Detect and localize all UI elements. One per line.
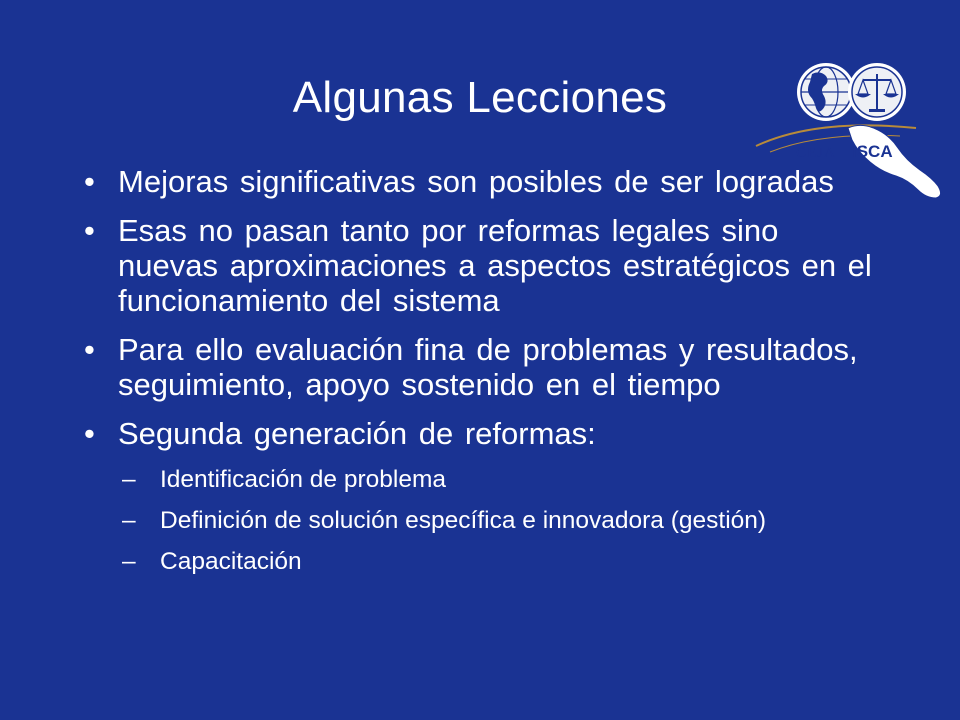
logo-right-text: ISCA: [852, 142, 893, 161]
bullet-text: Segunda generación de reformas:: [118, 416, 596, 451]
bullet-marker: •: [84, 213, 95, 248]
subbullet-item: [118, 506, 884, 535]
subbullet-marker: –: [122, 466, 136, 493]
subbullet-list: [118, 465, 884, 576]
subbullet-item: [118, 465, 884, 494]
globe-icon: [797, 63, 855, 121]
bullet-text: Mejoras significativas son posibles de ser logradas: [118, 164, 834, 199]
slide-title: Algunas Lecciones: [292, 73, 668, 122]
bullet-item: [84, 332, 884, 402]
subbullet-text: Definición de solución específica e innovadora (gestión): [160, 507, 767, 534]
logo-left-text: CEJA: [796, 145, 836, 161]
bullet-item: [84, 164, 884, 199]
subbullet-text: Capacitación: [160, 548, 302, 575]
scales-of-justice-icon: [848, 63, 906, 121]
subbullet-marker: –: [122, 548, 136, 575]
subbullet-text: Identificación de problema: [160, 466, 447, 493]
bullet-item: [84, 416, 884, 451]
bullet-text: Esas no pasan tanto por reformas legales sino nuevas aproximaciones a aspectos estratégicos en el funcionamiento del sistema: [118, 213, 872, 318]
subbullet-item: [118, 547, 884, 576]
bullet-list: [84, 164, 884, 588]
bullet-text: Para ello evaluación fina de problemas y resultados, seguimiento, apoyo sostenido en el tiempo: [118, 332, 858, 402]
bullet-item: [84, 213, 884, 318]
subbullet-marker: –: [122, 507, 136, 534]
bullet-marker: •: [84, 164, 95, 199]
bullet-marker: •: [84, 416, 95, 451]
subbullet-group: [84, 465, 884, 576]
bullet-marker: •: [84, 332, 95, 367]
